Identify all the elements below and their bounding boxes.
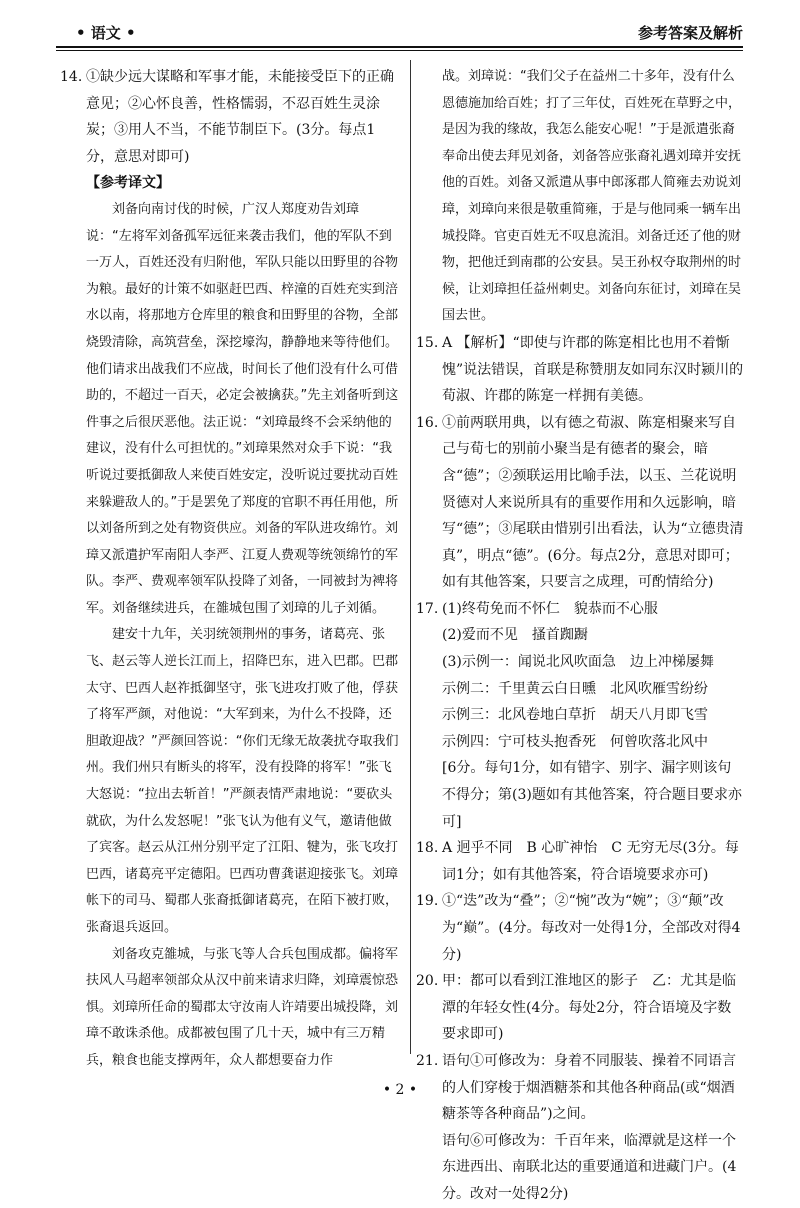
left-column: [60, 64, 400, 1075]
question-number: 17.: [416, 600, 439, 617]
question-number: 15.: [416, 334, 439, 351]
answer-line: 示例二：千里黄云白日曛 北风吹雁雪纷纷: [442, 680, 708, 697]
question-number: 20.: [416, 973, 439, 990]
answer-line: (3)示例一：闻说北风吹面急 边上冲梯屡舞: [442, 654, 714, 671]
answer-18: [416, 835, 744, 888]
answer-text: ①“迭”改为“叠”；②“惋”改为“婉”；③“颠”改为“巅”。(4分。每改对一处得1分，全部改对得4分): [442, 893, 741, 963]
answer-text: A 【解析】“即使与许郡的陈寔相比也用不着惭愧”说法错误，首联是称赞朋友如同东汉时颍川的荀淑、许郡的陈寔一样拥有美德。: [442, 334, 744, 405]
answer-20: [416, 968, 744, 1048]
answer-line: 示例三：北风卷地白草折 胡天八月即飞雪: [442, 707, 708, 724]
answer-15: [416, 330, 744, 410]
question-number: 21.: [416, 1052, 439, 1069]
column-divider: [410, 60, 411, 1054]
translation-paragraph-3-continued: 战。刘璋说：“我们父子在益州二十多年，没有什么恩德施加给百姓；打了三年仗，百姓死在草野之中，是因为我的缘故，我怎么能安心呢！”于是派遣张裔奉命出使去拜见刘备，刘备答应张裔礼遇刘璋并安抚他的百姓。刘备又派遣从事中郎涿郡人简雍去劝说刘璋，刘璋向来很是敬重简雍，于是与他同乘一辆车出城投降。官吏百姓无不叹息流泪。刘备迁还了他的财物，把他迁到南郡的公安县。吴王孙权夺取荆州的时候，让刘璋担任益州刺史。刘备向东征讨，刘璋在吴国去世。: [442, 69, 742, 324]
question-number: 18.: [416, 840, 439, 857]
answer-text: ①缺少远大谋略和军事才能，未能接受臣下的正确意见；②心怀良善，性格懦弱，不忍百姓生灵涂炭；③用人不当，不能节制臣下。(3分。每点1分，意思对即可): [86, 69, 394, 165]
answer-text: 甲：都可以看到江淮地区的影子 乙：尤其是临潭的年轻女性(4分。每处2分，符合语境及字数要求即可): [442, 973, 736, 1043]
question-number: 14.: [60, 69, 83, 85]
question-number: 16.: [416, 414, 439, 431]
header-rule: [56, 46, 743, 48]
answer-19: [416, 888, 744, 968]
translation-paragraph-1: 刘备向南讨伐的时候，广汉人郑度劝告刘璋说：“左将军刘备孤军远征来袭击我们，他的军队不到一万人，百姓还没有归附他，军队只能以田野里的谷物为粮。最好的计策不如驱赶巴西、梓潼的百姓充实到涪水以南，将那地方仓库里的粮食和田野里的谷物，全部烧毁清除，高筑营垒，深挖壕沟，静静地来等待他们。他们请求出战我们不应战，时间长了他们没有什么可借助的，不超过一百天，必定会被擒获。”先主刘备听到这件事之后很厌恶他。法正说：“刘璋最终不会采纳他的建议，没有什么可担忧的。”刘璋果然对众手下说：“我听说过要抵御敌人来使百姓安定，没听说过要扰动百姓来躲避敌人的。”于是罢免了郑度的官职不再任用他，所以刘备所到之处有物资供应。刘备的军队进攻绵竹。刘璋又派遣护军南阳人李严、江夏人费观等统领绵竹的军队。李严、费观率领军队投降了刘备，一同被封为裨将军。刘备继续进兵，在雒城包围了刘璋的儿子刘循。: [86, 201, 399, 616]
header-rule-thin: [56, 50, 743, 51]
answer-line: (1)终苟免而不怀仁 貌恭而不心服: [442, 600, 658, 617]
page-number: • 2 •: [382, 1082, 418, 1098]
answer-line: (2)爱而不见 搔首踟蹰: [442, 627, 588, 644]
answer-21: [416, 1048, 744, 1208]
right-column: [416, 64, 744, 1208]
answer-text: A 迥乎不同 B 心旷神怡 C 无穷无尽(3分。每词1分；如有其他答案，符合语境要求亦可): [442, 840, 739, 883]
question-number: 19.: [416, 893, 439, 910]
answer-16: [416, 410, 744, 596]
scoring-note: [6分。每句1分，如有错字、别字、漏字则该句不得分；第(3)题如有其他答案，符合题目要求亦可]: [442, 760, 742, 830]
answer-14: [60, 64, 400, 1075]
document-title: 参考答案及解析: [637, 24, 743, 42]
answer-17: [416, 596, 744, 835]
translation-label: 【参考译文】: [86, 175, 170, 192]
translation-paragraph-2: 建安十九年，关羽统领荆州的事务，诸葛亮、张飞、赵云等人逆长江而上，招降巴东，进入巴郡。巴郡太守、巴西人赵祚抵御坚守，张飞进攻打败了他，俘获了将军严颜，对他说：“大军到来，为什么不投降，还胆敢迎战？”严颜回答说：“你们无缘无故袭扰夺取我们州。我们州只有断头的将军，没有投降的将军！”张飞大怒说：“拉出去斩首！”严颜表情严肃地说：“要砍头就砍，为什么发怒呢！”张飞认为他有义气，邀请他做了宾客。赵云从江州分别平定了江阳、犍为，张飞攻打巴西，诸葛亮平定德阳。巴西功曹龚谌迎接张飞。刘璋帐下的司马、蜀郡人张裔抵御诸葛亮，在陌下被打败，张裔退兵返回。: [86, 627, 399, 935]
subject-header: • 语文 •: [76, 24, 136, 42]
answer-line: 语句①可修改为：身着不同服装、操着不同语言的人们穿梭于烟酒糖茶和其他各种商品(或“烟酒糖茶等各种商品”)之间。: [442, 1052, 736, 1123]
answer-line: 语句⑥可修改为：千百年来，临潭就是这样一个东进西出、南联北达的重要通道和进藏门户。(4分。改对一处得2分): [442, 1132, 737, 1202]
answer-text: ①前两联用典，以有德之荀淑、陈寔相聚来写自己与荀七的别前小聚当是有德者的聚会，暗含“德”；②颈联运用比喻手法，以玉、兰花说明贤德对人来说所具有的重要作用和久远影响，暗写“德”；③尾联由惜别引出看法，认为“立德贵清真”，明点“德”。(6分。每点2分，意思对即可；如有其他答案，只要言之成理，可酌情给分): [442, 414, 744, 591]
answer-14-continued: [416, 64, 744, 330]
answer-line: 示例四：宁可枝头抱香死 何曾吹落北风中: [442, 733, 708, 750]
translation-paragraph-3: 刘备攻克雒城，与张飞等人合兵包围成都。偏将军扶风人马超率领部众从汉中前来请求归降，刘璋震惊恐惧。刘璋所任命的蜀郡太守汝南人许靖要出城投降，刘璋不敢诛杀他。成都被包围了几十天，城中有三万精兵，粮食也能支撑两年，众人都想要奋力作: [86, 946, 399, 1068]
